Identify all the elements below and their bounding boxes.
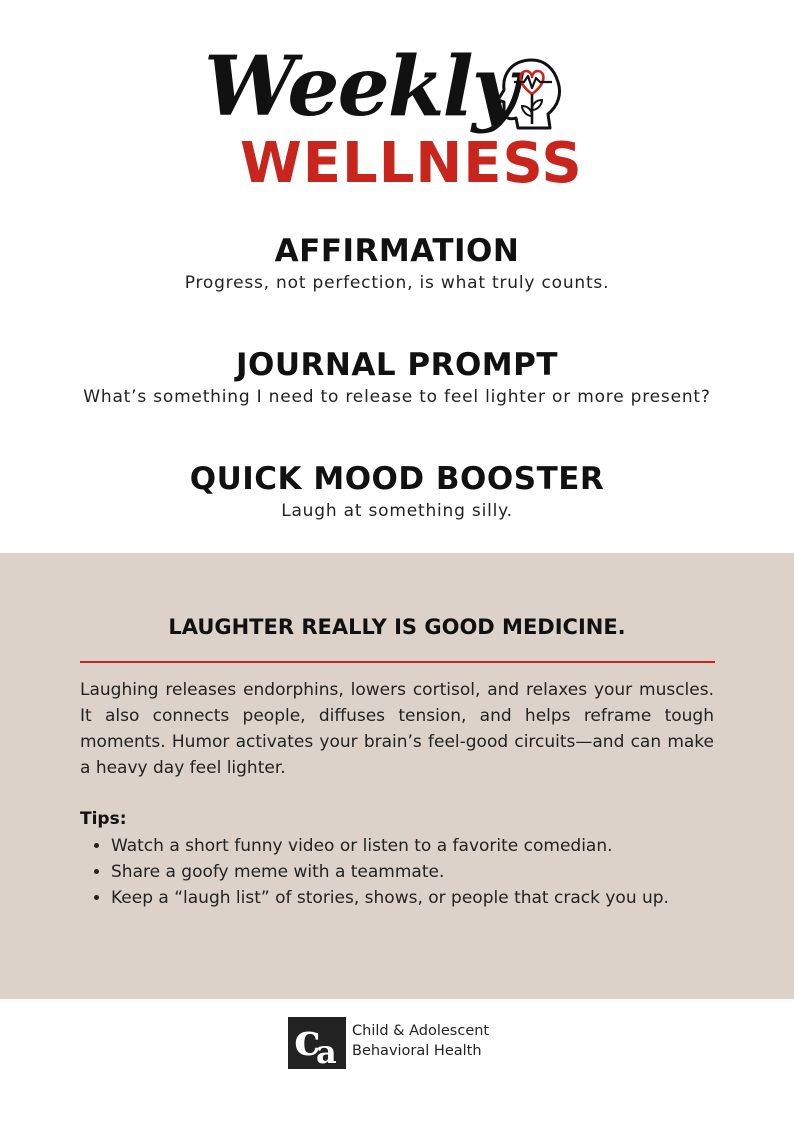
organization-logo [288, 1017, 508, 1069]
journal-prompt-text: What’s something I need to release to feel lighter or more present? [83, 387, 711, 408]
org-name-line2: Behavioral Health [352, 1043, 482, 1059]
affirmation-section [60, 233, 734, 292]
mood-booster-section [60, 461, 734, 520]
org-name-line1: Child & Adolescent [352, 1023, 490, 1039]
title-script: Weekly [204, 39, 518, 135]
feature-panel [0, 553, 794, 999]
ca-logo-c: c [294, 1015, 321, 1066]
tips-list [80, 833, 669, 911]
ca-logo-a: a [316, 1033, 337, 1071]
tip-item: • Share a goofy meme with a teammate. [111, 859, 669, 885]
tip-item: • Keep a “laugh list” of stories, shows, or people that crack you up. [111, 885, 669, 911]
journal-prompt-heading: JOURNAL PROMPT [235, 347, 559, 383]
feature-divider [80, 661, 715, 663]
ca-logo-mark [288, 1017, 346, 1069]
affirmation-heading: AFFIRMATION [274, 233, 520, 269]
feature-title: LAUGHTER REALLY IS GOOD MEDICINE. [168, 615, 626, 639]
mood-booster-heading: QUICK MOOD BOOSTER [189, 461, 605, 497]
tips-label: Tips: [80, 809, 127, 829]
title-caps: WELLNESS [240, 131, 583, 196]
feature-body: Laughing releases endorphins, lowers cortisol, and relaxes your muscles. It also connects people, diffuses tension, and helps reframe tough moments. Humor activates your brain’s feel-good circuits—and can make a heavy day feel lighter. [80, 680, 714, 778]
mood-booster-text: Laugh at something silly. [281, 501, 513, 522]
tip-item: • Watch a short funny video or listen to a favorite comedian. [111, 833, 669, 859]
head-heart-plant-icon [488, 54, 568, 134]
affirmation-text: Progress, not perfection, is what truly counts. [184, 273, 610, 294]
weekly-wellness-logo [200, 39, 600, 200]
journal-prompt-section [60, 347, 734, 406]
